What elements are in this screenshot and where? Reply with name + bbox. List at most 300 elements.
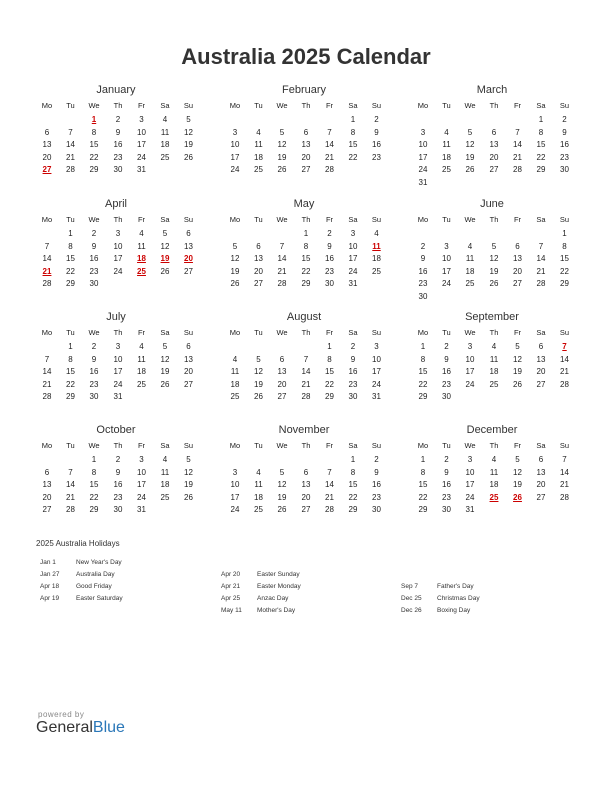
calendar-day: 18 bbox=[160, 140, 170, 149]
calendar-day: 15 bbox=[301, 254, 311, 263]
weekday-label: Su bbox=[183, 101, 194, 110]
calendar-day: 28 bbox=[513, 165, 522, 174]
holiday-date: Jan 1 bbox=[40, 559, 56, 566]
month-name: November bbox=[278, 424, 330, 436]
calendar-day: 20 bbox=[301, 492, 311, 502]
calendar-day: 9 bbox=[420, 254, 426, 263]
calendar-day: 6 bbox=[303, 127, 309, 137]
weekday-label: Tu bbox=[442, 328, 451, 337]
calendar-day: 30 bbox=[418, 291, 428, 301]
calendar-day: 8 bbox=[538, 127, 544, 137]
calendar-day: 17 bbox=[230, 492, 240, 502]
calendar-day: 2 bbox=[420, 241, 426, 251]
calendar-day: 2 bbox=[444, 342, 449, 351]
calendar-day: 19 bbox=[184, 140, 193, 149]
calendar-day: 10 bbox=[137, 127, 146, 137]
calendar-day: 10 bbox=[230, 140, 240, 149]
calendar-day: 20 bbox=[489, 152, 499, 162]
calendar-day: 14 bbox=[66, 480, 75, 489]
calendar-day: 11 bbox=[489, 354, 499, 364]
calendar-day: 6 bbox=[256, 241, 261, 251]
holiday-date: Apr 25 bbox=[221, 595, 241, 602]
calendar-day: 12 bbox=[160, 354, 170, 364]
calendar-day: 15 bbox=[89, 480, 99, 489]
calendar-day: 26 bbox=[230, 279, 240, 288]
weekday-label: Sa bbox=[536, 441, 546, 450]
calendar-day: 13 bbox=[277, 367, 287, 376]
calendar-day: 28 bbox=[560, 492, 569, 502]
calendar-day: 22 bbox=[66, 379, 75, 389]
calendar-day: 28 bbox=[66, 505, 75, 514]
calendar-day: 5 bbox=[279, 467, 285, 477]
calendar-day: 13 bbox=[254, 254, 263, 263]
calendar-day: 27 bbox=[301, 505, 311, 514]
weekday-label: Su bbox=[559, 441, 570, 450]
calendar-day: 9 bbox=[115, 127, 121, 137]
weekday-label: Th bbox=[301, 441, 311, 450]
month-name: July bbox=[106, 311, 126, 323]
month-name: June bbox=[480, 198, 504, 210]
calendar-day: 1 bbox=[350, 115, 356, 124]
calendar-day: 25 bbox=[442, 165, 451, 174]
calendar-day: 16 bbox=[325, 254, 334, 263]
calendar-day: 10 bbox=[442, 254, 451, 263]
calendar-day: 27 bbox=[254, 279, 263, 288]
weekday-label: Su bbox=[183, 441, 194, 450]
weekday-label: Th bbox=[489, 215, 499, 224]
calendar-day: 6 bbox=[279, 354, 285, 364]
calendar-day: 26 bbox=[160, 379, 170, 389]
calendar-day: 1 bbox=[68, 229, 73, 238]
weekday-label: Sa bbox=[348, 215, 358, 224]
calendar-day: 7 bbox=[279, 241, 285, 251]
weekday-label: Fr bbox=[513, 215, 522, 224]
calendar-day: 29 bbox=[325, 392, 334, 401]
calendar-day: 23 bbox=[113, 492, 123, 502]
calendar-day: 20 bbox=[42, 152, 52, 162]
calendar-day: 13 bbox=[301, 140, 311, 149]
calendar-day: 24 bbox=[113, 379, 123, 389]
calendar-day: 29 bbox=[89, 165, 99, 174]
calendar-day: 7 bbox=[327, 467, 332, 477]
calendar-day: 30 bbox=[113, 165, 123, 174]
weekday-label: Fr bbox=[137, 441, 146, 450]
calendar-day: 22 bbox=[418, 492, 428, 502]
calendar-day: 5 bbox=[232, 241, 238, 251]
calendar-day: 20 bbox=[513, 266, 522, 276]
calendar-day: 9 bbox=[115, 467, 121, 477]
calendar-day: 13 bbox=[42, 480, 52, 489]
calendar-day: 24 bbox=[230, 505, 240, 514]
calendar-day: 7 bbox=[327, 127, 332, 137]
calendar-day: 10 bbox=[113, 241, 123, 251]
calendar-day: 26 bbox=[277, 165, 287, 174]
weekday-label: We bbox=[276, 215, 288, 224]
month-name: January bbox=[96, 84, 136, 96]
calendar-day: 18 bbox=[442, 152, 451, 162]
calendar-day: 24 bbox=[348, 266, 358, 276]
calendar-day: 7 bbox=[44, 241, 50, 251]
calendar-day: 19 bbox=[513, 367, 522, 376]
calendar-day: 4 bbox=[491, 342, 497, 351]
calendar-day: 25 bbox=[254, 505, 263, 514]
logo-blue-text: Blue bbox=[92, 719, 125, 736]
holidays-title: 2025 Australia Holidays bbox=[36, 539, 120, 548]
calendar-day: 16 bbox=[113, 480, 123, 489]
holiday-name: Australia Day bbox=[76, 571, 115, 578]
calendar-day: 12 bbox=[277, 480, 287, 489]
calendar-day: 1 bbox=[562, 229, 567, 238]
calendar-day: 31 bbox=[348, 279, 358, 288]
calendar-day: 3 bbox=[374, 342, 379, 351]
weekday-label: Sa bbox=[536, 215, 546, 224]
calendar-day: 13 bbox=[489, 140, 499, 149]
weekday-label: Mo bbox=[41, 328, 53, 337]
calendar-day: 13 bbox=[42, 140, 52, 149]
calendar-day: 4 bbox=[467, 241, 473, 251]
calendar-day: 29 bbox=[66, 392, 75, 401]
calendar-day: 5 bbox=[162, 229, 168, 238]
weekday-label: Fr bbox=[325, 328, 334, 337]
weekday-label: Mo bbox=[417, 441, 429, 450]
calendar-day: 3 bbox=[115, 229, 121, 238]
calendar-day: 10 bbox=[137, 467, 146, 477]
calendar-day: 14 bbox=[513, 140, 522, 149]
weekday-label: Mo bbox=[41, 441, 53, 450]
calendar-day: 24 bbox=[137, 492, 146, 502]
calendar-day: 1 bbox=[350, 455, 356, 464]
calendar-day: 16 bbox=[348, 367, 358, 376]
calendar-day: 24 bbox=[465, 379, 475, 389]
calendar-day: 26 bbox=[184, 152, 193, 162]
calendar-day: 13 bbox=[184, 354, 193, 364]
calendar-day: 8 bbox=[350, 127, 356, 137]
calendar-day: 30 bbox=[89, 279, 99, 288]
calendar-day: 12 bbox=[230, 254, 240, 263]
calendar-day: 27 bbox=[277, 392, 287, 401]
calendar-day: 7 bbox=[303, 354, 309, 364]
calendar-day: 17 bbox=[113, 367, 123, 376]
generalblue-logo bbox=[36, 719, 125, 737]
calendar-day: 11 bbox=[230, 367, 240, 376]
weekday-label: Su bbox=[559, 328, 570, 337]
calendar-day: 11 bbox=[254, 480, 263, 489]
calendar-day: 22 bbox=[348, 152, 358, 162]
weekday-label: We bbox=[88, 101, 100, 110]
calendar-day: 23 bbox=[372, 492, 381, 502]
calendar-day: 16 bbox=[89, 254, 99, 263]
calendar-day: 9 bbox=[562, 127, 567, 137]
calendar-day: 8 bbox=[91, 467, 97, 477]
calendar-day: 19 bbox=[184, 480, 193, 489]
calendar-day: 3 bbox=[350, 229, 356, 238]
calendar-day: 8 bbox=[327, 354, 332, 364]
calendar-day: 1 bbox=[327, 342, 332, 351]
calendar-day: 16 bbox=[89, 367, 99, 376]
calendar-day: 23 bbox=[113, 152, 123, 162]
calendar-day: 27 bbox=[536, 492, 546, 502]
calendar-day: 15 bbox=[348, 480, 358, 489]
weekday-label: Tu bbox=[66, 215, 75, 224]
calendar-day: 29 bbox=[66, 279, 75, 288]
calendar-day: 18 bbox=[465, 266, 475, 276]
month-name: February bbox=[281, 84, 327, 96]
calendar-day: 2 bbox=[562, 115, 567, 124]
weekday-label: Mo bbox=[417, 328, 429, 337]
calendar-day: 10 bbox=[465, 354, 475, 364]
calendar-day: 29 bbox=[301, 279, 311, 288]
weekday-label: We bbox=[464, 101, 476, 110]
holiday-day: 7 bbox=[562, 342, 567, 351]
holiday-day: 19 bbox=[160, 254, 170, 263]
calendar-day: 19 bbox=[230, 266, 240, 276]
calendar-day: 8 bbox=[420, 467, 426, 477]
calendar-day: 29 bbox=[418, 392, 428, 401]
calendar-day: 14 bbox=[66, 140, 75, 149]
weekday-label: Th bbox=[301, 215, 311, 224]
weekday-label: Th bbox=[113, 101, 123, 110]
month-name: April bbox=[104, 198, 127, 210]
calendar-day: 17 bbox=[465, 480, 475, 489]
holiday-date: Apr 20 bbox=[221, 571, 241, 578]
calendar-day: 3 bbox=[444, 241, 449, 251]
calendar-day: 11 bbox=[137, 354, 146, 364]
calendar-day: 17 bbox=[348, 254, 358, 263]
calendar-day: 26 bbox=[465, 165, 475, 174]
calendar-day: 6 bbox=[186, 229, 191, 238]
weekday-label: Sa bbox=[160, 101, 170, 110]
weekday-label: Su bbox=[371, 328, 382, 337]
holiday-name: Father's Day bbox=[437, 583, 474, 590]
calendar-day: 27 bbox=[184, 379, 193, 389]
calendar-day: 22 bbox=[89, 492, 99, 502]
calendar-day: 28 bbox=[325, 505, 334, 514]
calendar-day: 31 bbox=[372, 392, 381, 401]
calendar-day: 4 bbox=[256, 467, 261, 477]
calendar-day: 25 bbox=[489, 379, 499, 389]
calendar-day: 12 bbox=[184, 467, 193, 477]
weekday-label: Fr bbox=[513, 328, 522, 337]
calendar-day: 23 bbox=[325, 266, 334, 276]
calendar-day: 30 bbox=[442, 392, 451, 401]
holiday-name: Boxing Day bbox=[437, 607, 471, 614]
calendar-day: 2 bbox=[374, 115, 379, 124]
calendar-day: 8 bbox=[303, 241, 309, 251]
calendar-day: 24 bbox=[418, 165, 428, 174]
calendar-day: 12 bbox=[513, 467, 522, 477]
calendar-day: 27 bbox=[42, 505, 52, 514]
calendar-day: 13 bbox=[536, 354, 546, 364]
calendar-day: 7 bbox=[515, 127, 520, 137]
weekday-label: Fr bbox=[137, 215, 146, 224]
powered-by-text: powered by bbox=[38, 710, 85, 719]
calendar-day: 17 bbox=[230, 152, 240, 162]
calendar-day: 28 bbox=[277, 279, 287, 288]
holiday-date: May 11 bbox=[221, 607, 242, 614]
calendar-day: 31 bbox=[465, 505, 475, 514]
weekday-label: Mo bbox=[229, 215, 241, 224]
weekday-label: Su bbox=[371, 441, 382, 450]
calendar-day: 18 bbox=[254, 492, 263, 502]
calendar-day: 21 bbox=[42, 379, 52, 389]
calendar-day: 14 bbox=[325, 480, 334, 489]
calendar-day: 1 bbox=[420, 342, 426, 351]
calendar-day: 22 bbox=[560, 266, 569, 276]
holiday-day: 25 bbox=[137, 266, 146, 276]
calendar-day: 30 bbox=[113, 505, 123, 514]
calendar-day: 11 bbox=[465, 254, 475, 263]
calendar-day: 4 bbox=[256, 127, 261, 137]
calendar-day: 8 bbox=[68, 241, 73, 251]
calendar-day: 2 bbox=[350, 342, 356, 351]
weekday-label: We bbox=[464, 215, 476, 224]
calendar-day: 15 bbox=[418, 367, 428, 376]
weekday-label: Tu bbox=[66, 101, 75, 110]
weekday-label: Su bbox=[183, 215, 194, 224]
calendar-day: 14 bbox=[42, 367, 52, 376]
weekday-label: Su bbox=[371, 215, 382, 224]
calendar-day: 5 bbox=[256, 354, 261, 364]
weekday-label: Th bbox=[489, 441, 499, 450]
calendar-day: 16 bbox=[418, 266, 428, 276]
calendar-day: 17 bbox=[465, 367, 475, 376]
weekday-label: Fr bbox=[325, 101, 334, 110]
calendar-day: 10 bbox=[230, 480, 240, 489]
calendar-day: 25 bbox=[137, 379, 146, 389]
calendar-day: 14 bbox=[42, 254, 52, 263]
calendar-day: 23 bbox=[89, 266, 99, 276]
calendar-day: 29 bbox=[560, 279, 569, 288]
calendar-day: 26 bbox=[277, 505, 287, 514]
weekday-label: We bbox=[464, 328, 476, 337]
calendar-day: 23 bbox=[372, 152, 381, 162]
weekday-label: Fr bbox=[325, 215, 334, 224]
calendar-day: 15 bbox=[418, 480, 428, 489]
weekday-label: We bbox=[88, 441, 100, 450]
holiday-day: 1 bbox=[91, 115, 97, 124]
calendar-day: 4 bbox=[162, 115, 168, 124]
holiday-date: Apr 19 bbox=[40, 595, 60, 602]
calendar-day: 15 bbox=[560, 254, 569, 263]
calendar-day: 9 bbox=[444, 354, 449, 364]
calendar-day: 24 bbox=[113, 266, 123, 276]
calendar-day: 5 bbox=[491, 241, 497, 251]
calendar-day: 28 bbox=[325, 165, 334, 174]
weekday-label: Th bbox=[113, 215, 123, 224]
calendar-day: 21 bbox=[66, 492, 75, 502]
holiday-name: Easter Monday bbox=[257, 583, 301, 590]
weekday-label: We bbox=[88, 215, 100, 224]
calendar-day: 2 bbox=[115, 455, 121, 464]
weekday-label: Tu bbox=[442, 101, 451, 110]
calendar-day: 25 bbox=[160, 492, 170, 502]
holiday-day: 20 bbox=[184, 254, 193, 263]
holiday-name: Good Friday bbox=[76, 583, 112, 590]
calendar-day: 12 bbox=[465, 140, 475, 149]
calendar-day: 4 bbox=[374, 229, 379, 238]
calendar-day: 6 bbox=[491, 127, 497, 137]
calendar-day: 23 bbox=[442, 379, 451, 389]
calendar-day: 26 bbox=[254, 392, 263, 401]
calendar-day: 24 bbox=[230, 165, 240, 174]
calendar-day: 3 bbox=[232, 127, 238, 137]
weekday-label: Fr bbox=[325, 441, 334, 450]
calendar-day: 5 bbox=[186, 455, 191, 464]
calendar-day: 10 bbox=[465, 467, 475, 477]
calendar-day: 30 bbox=[89, 392, 99, 401]
calendar-day: 11 bbox=[137, 241, 146, 251]
weekday-label: Sa bbox=[348, 101, 358, 110]
calendar-day: 21 bbox=[277, 266, 287, 276]
calendar-day: 31 bbox=[113, 392, 123, 401]
calendar-day: 2 bbox=[327, 229, 332, 238]
weekday-label: We bbox=[276, 441, 288, 450]
calendar-day: 17 bbox=[113, 254, 123, 263]
calendar-day: 18 bbox=[137, 367, 146, 376]
calendar-day: 19 bbox=[254, 379, 263, 389]
weekday-label: Mo bbox=[229, 101, 241, 110]
calendar-day: 21 bbox=[536, 266, 546, 276]
holiday-day: 26 bbox=[513, 492, 522, 502]
month-name: December bbox=[466, 424, 518, 436]
calendar-day: 29 bbox=[89, 505, 99, 514]
calendar-day: 29 bbox=[536, 165, 546, 174]
calendar-day: 4 bbox=[232, 354, 238, 364]
calendar-day: 26 bbox=[184, 492, 193, 502]
calendar-day: 9 bbox=[91, 354, 97, 364]
calendar-day: 14 bbox=[560, 467, 569, 477]
calendar-day: 11 bbox=[160, 467, 170, 477]
calendar-day: 17 bbox=[137, 480, 146, 489]
calendar-day: 5 bbox=[186, 115, 191, 124]
calendar-day: 30 bbox=[372, 505, 381, 514]
weekday-label: Fr bbox=[137, 328, 146, 337]
calendar-day: 4 bbox=[444, 127, 449, 137]
calendar-day: 19 bbox=[277, 152, 287, 162]
calendar-day: 12 bbox=[184, 127, 193, 137]
calendar-day: 5 bbox=[467, 127, 473, 137]
month-name: May bbox=[293, 198, 315, 210]
calendar-day: 28 bbox=[536, 279, 546, 288]
calendar-day: 2 bbox=[91, 342, 97, 351]
calendar-day: 9 bbox=[444, 467, 449, 477]
calendar-day: 22 bbox=[301, 266, 311, 276]
calendar-day: 2 bbox=[91, 229, 97, 238]
calendar-day: 7 bbox=[562, 455, 567, 464]
calendar-day: 17 bbox=[372, 367, 381, 376]
calendar-day: 7 bbox=[68, 127, 73, 137]
calendar-day: 16 bbox=[442, 480, 451, 489]
weekday-label: Th bbox=[301, 101, 311, 110]
calendar-day: 25 bbox=[372, 266, 381, 276]
calendar-day: 6 bbox=[44, 467, 50, 477]
calendar-day: 18 bbox=[489, 367, 499, 376]
calendar-day: 5 bbox=[162, 342, 168, 351]
calendar-day: 30 bbox=[348, 392, 358, 401]
weekday-label: Mo bbox=[417, 215, 429, 224]
calendar-day: 20 bbox=[536, 480, 546, 489]
calendar-day: 31 bbox=[137, 505, 146, 514]
calendar-day: 15 bbox=[66, 254, 75, 263]
calendar-day: 18 bbox=[160, 480, 170, 489]
calendar-day: 12 bbox=[254, 367, 263, 376]
calendar-day: 22 bbox=[325, 379, 334, 389]
calendar-day: 7 bbox=[44, 354, 50, 364]
calendar-day: 23 bbox=[418, 279, 428, 288]
calendar-day: 6 bbox=[515, 241, 520, 251]
calendar-day: 16 bbox=[560, 140, 569, 149]
calendar-day: 15 bbox=[348, 140, 358, 149]
